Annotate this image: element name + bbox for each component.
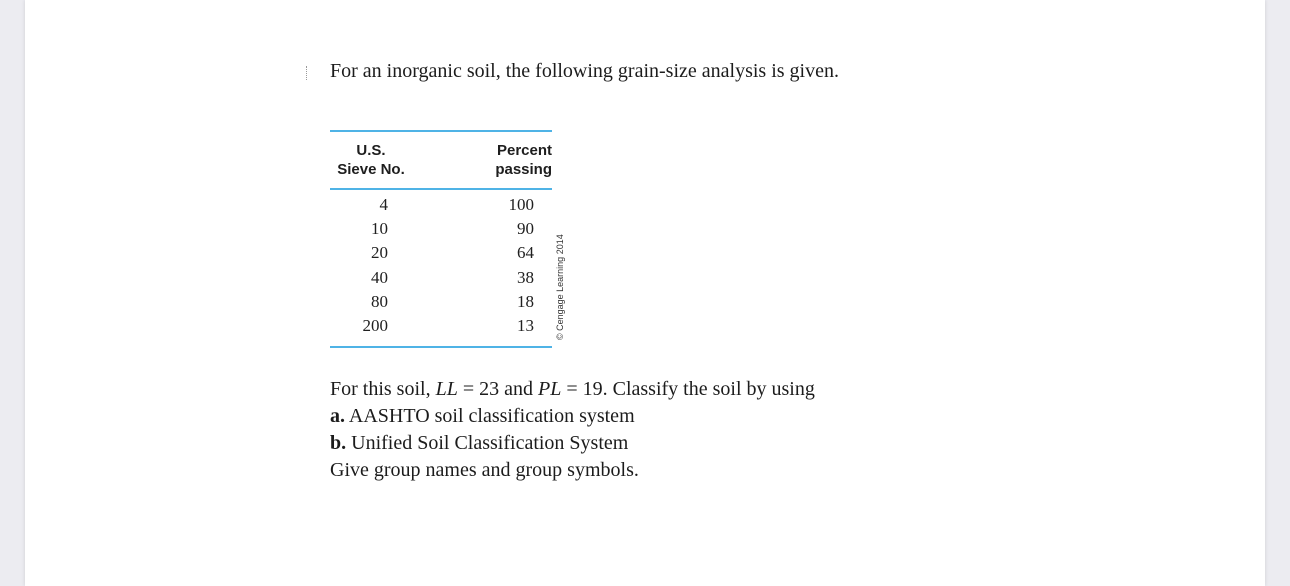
header-percent-line2: passing (495, 161, 552, 178)
table-row (330, 290, 552, 314)
part-b-text: Unified Soil Classification System (346, 432, 629, 454)
problem-intro: For an inorganic soil, the following grain-size analysis is given. (330, 60, 839, 82)
table-row (330, 314, 552, 338)
pl-value: = 19. Classify the soil by using (561, 378, 815, 400)
cell-sieve: 40 (371, 267, 388, 287)
pl-variable: PL (537, 378, 562, 400)
part-b-label: b. (330, 432, 347, 454)
cell-sieve: 80 (371, 291, 388, 311)
cell-sieve: 20 (371, 243, 388, 263)
cell-passing: 38 (517, 267, 534, 287)
document-page (25, 0, 1265, 586)
cell-passing: 18 (517, 291, 534, 311)
cell-sieve: 10 (371, 219, 388, 239)
table-body (330, 190, 552, 346)
header-percent-line1: Percent (496, 142, 552, 159)
part-a-label: a. (330, 405, 345, 427)
cell-passing: 64 (517, 243, 534, 263)
header-percent (412, 141, 552, 179)
cell-passing: 90 (517, 219, 534, 239)
question-part-a (330, 403, 815, 430)
table-row (330, 241, 552, 265)
part-a-text: AASHTO soil classification system (345, 405, 635, 427)
ll-value: = 23 and (457, 378, 538, 400)
cell-sieve: 200 (362, 316, 388, 336)
cell-passing: 100 (508, 195, 534, 215)
header-sieve-line1: U.S. (356, 142, 386, 159)
table-row (330, 266, 552, 290)
header-sieve-line2: Sieve No. (337, 161, 405, 178)
sieve-table (330, 130, 552, 348)
copyright-credit: © Cengage Learning 2014 (555, 234, 565, 340)
header-sieve (330, 141, 412, 179)
question-line-1 (330, 376, 815, 403)
question-part-b (330, 430, 815, 457)
table-header (330, 132, 552, 188)
question-text (330, 376, 815, 484)
cell-passing: 13 (517, 316, 534, 336)
table-bottom-rule (330, 346, 552, 348)
question-closing: Give group names and group symbols. (330, 459, 639, 481)
table-row (330, 193, 552, 217)
margin-marker (306, 66, 309, 80)
ll-variable: LL (435, 378, 458, 400)
question-prefix: For this soil, (330, 378, 436, 400)
table-row (330, 217, 552, 241)
cell-sieve: 4 (379, 195, 388, 215)
